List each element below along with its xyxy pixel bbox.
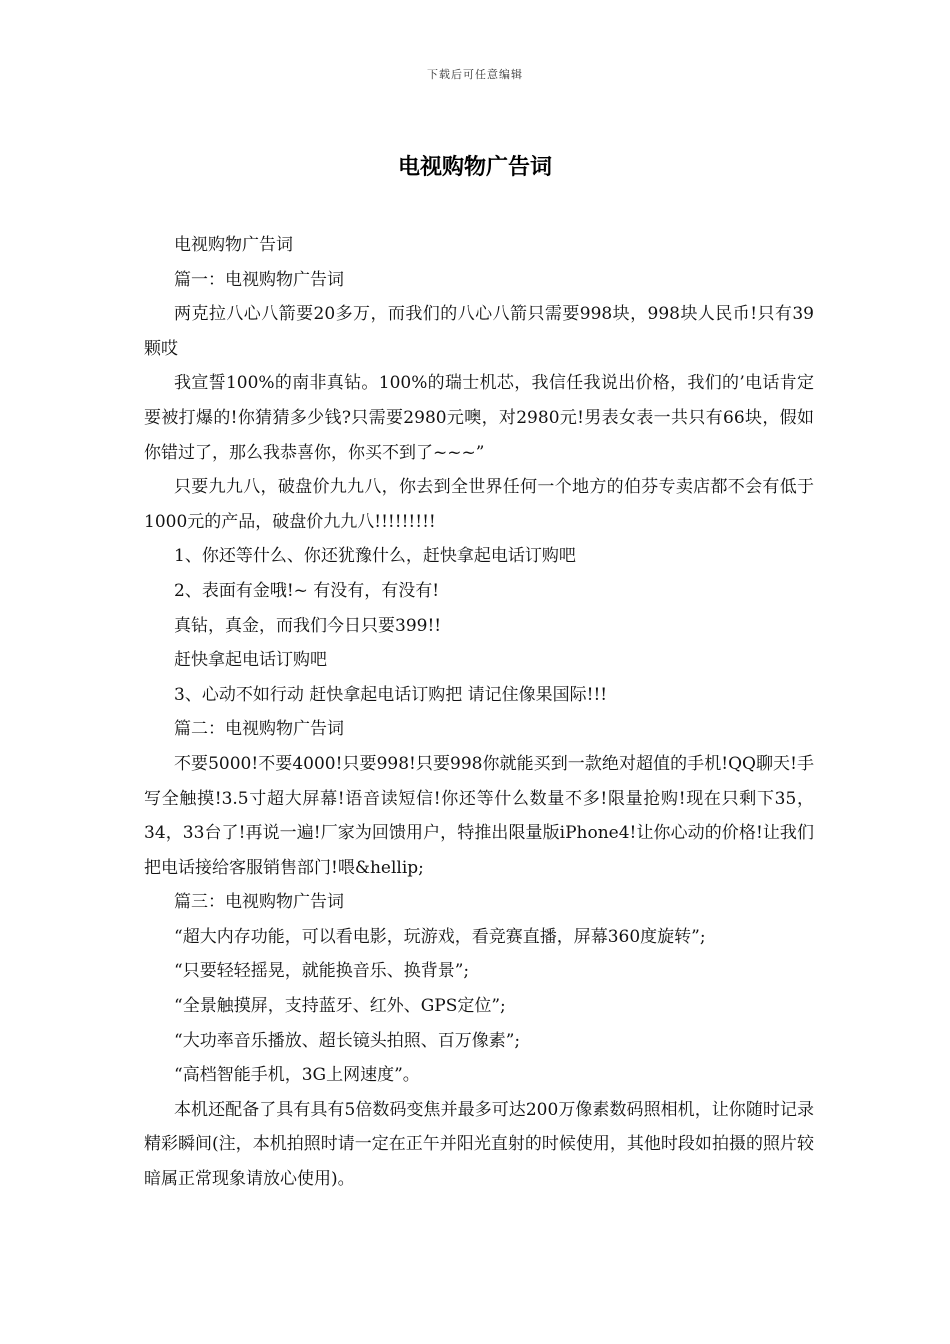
document-body xyxy=(144,228,814,1197)
paragraph: 赶快拿起电话订购吧 xyxy=(174,650,327,671)
paragraph: 只要九九八，破盘价九九八，你去到全世界任何一个地方的伯芬专卖店都不会有低于1000元的产品，破盘价九九八!!!!!!!!! xyxy=(144,477,814,532)
page-header-note: 下载后可任意编辑 xyxy=(427,68,523,81)
list-item: 2、表面有金哦!~ 有没有，有没有! xyxy=(174,580,440,601)
quote-line: “高档智能手机，3G上网速度”。 xyxy=(174,1065,420,1086)
quote-line: “超大内存功能，可以看电影，玩游戏，看竞赛直播，屏幕360度旋转”; xyxy=(174,926,706,947)
paragraph: 不要5000!不要4000!只要998!只要998你就能买到一款绝对超值的手机!QQ聊天!手写全触摸!3.5寸超大屏幕!语音读短信!你还等什么数量不多!限量抢购!现在只剩下35，34，33台了!再说一遍!厂家为回馈用户，特推出限量版iPhone4!让你心动的价格!让我们把电话接给客服销售部门!喂&hellip; xyxy=(144,753,814,878)
quote-line: “全景触摸屏，支持蓝牙、红外、GPS定位”; xyxy=(174,996,506,1017)
section-heading-1: 篇一：电视购物广告词 xyxy=(174,269,344,290)
section-heading-2: 篇二：电视购物广告词 xyxy=(174,719,344,740)
list-item: 1、你还等什么、你还犹豫什么，赶快拿起电话订购吧 xyxy=(174,546,576,567)
paragraph: 两克拉八心八箭要20多万，而我们的八心八箭只需要998块，998块人民币!只有39颗哎 xyxy=(144,304,814,359)
paragraph: 真钻，真金，而我们今日只要399!! xyxy=(174,615,442,636)
paragraph-subtitle: 电视购物广告词 xyxy=(174,235,293,255)
document-title: 电视购物广告词 xyxy=(397,154,552,180)
section-heading-3: 篇三：电视购物广告词 xyxy=(174,892,344,913)
paragraph: 本机还配备了具有具有5倍数码变焦并最多可达200万像素数码照相机，让你随时记录精彩瞬间(注，本机拍照时请一定在正午并阳光直射的时候使用，其他时段如拍摄的照片较暗属正常现象请放心使用)。 xyxy=(144,1099,814,1190)
paragraph: 我宣誓100%的南非真钻。100%的瑞士机芯，我信任我说出价格，我们的’电话肯定要被打爆的!你猜猜多少钱?只需要2980元噢，对2980元!男表女表一共只有66块，假如你错过了，那么我恭喜你，你买不到了~~~” xyxy=(144,373,814,463)
quote-line: “大功率音乐播放、超长镜头拍照、百万像素”; xyxy=(174,1030,521,1051)
list-item: 3、心动不如行动 赶快拿起电话订购把 请记住像果国际!!! xyxy=(174,684,608,705)
quote-line: “只要轻轻摇晃，就能换音乐、换背景”; xyxy=(174,961,470,982)
